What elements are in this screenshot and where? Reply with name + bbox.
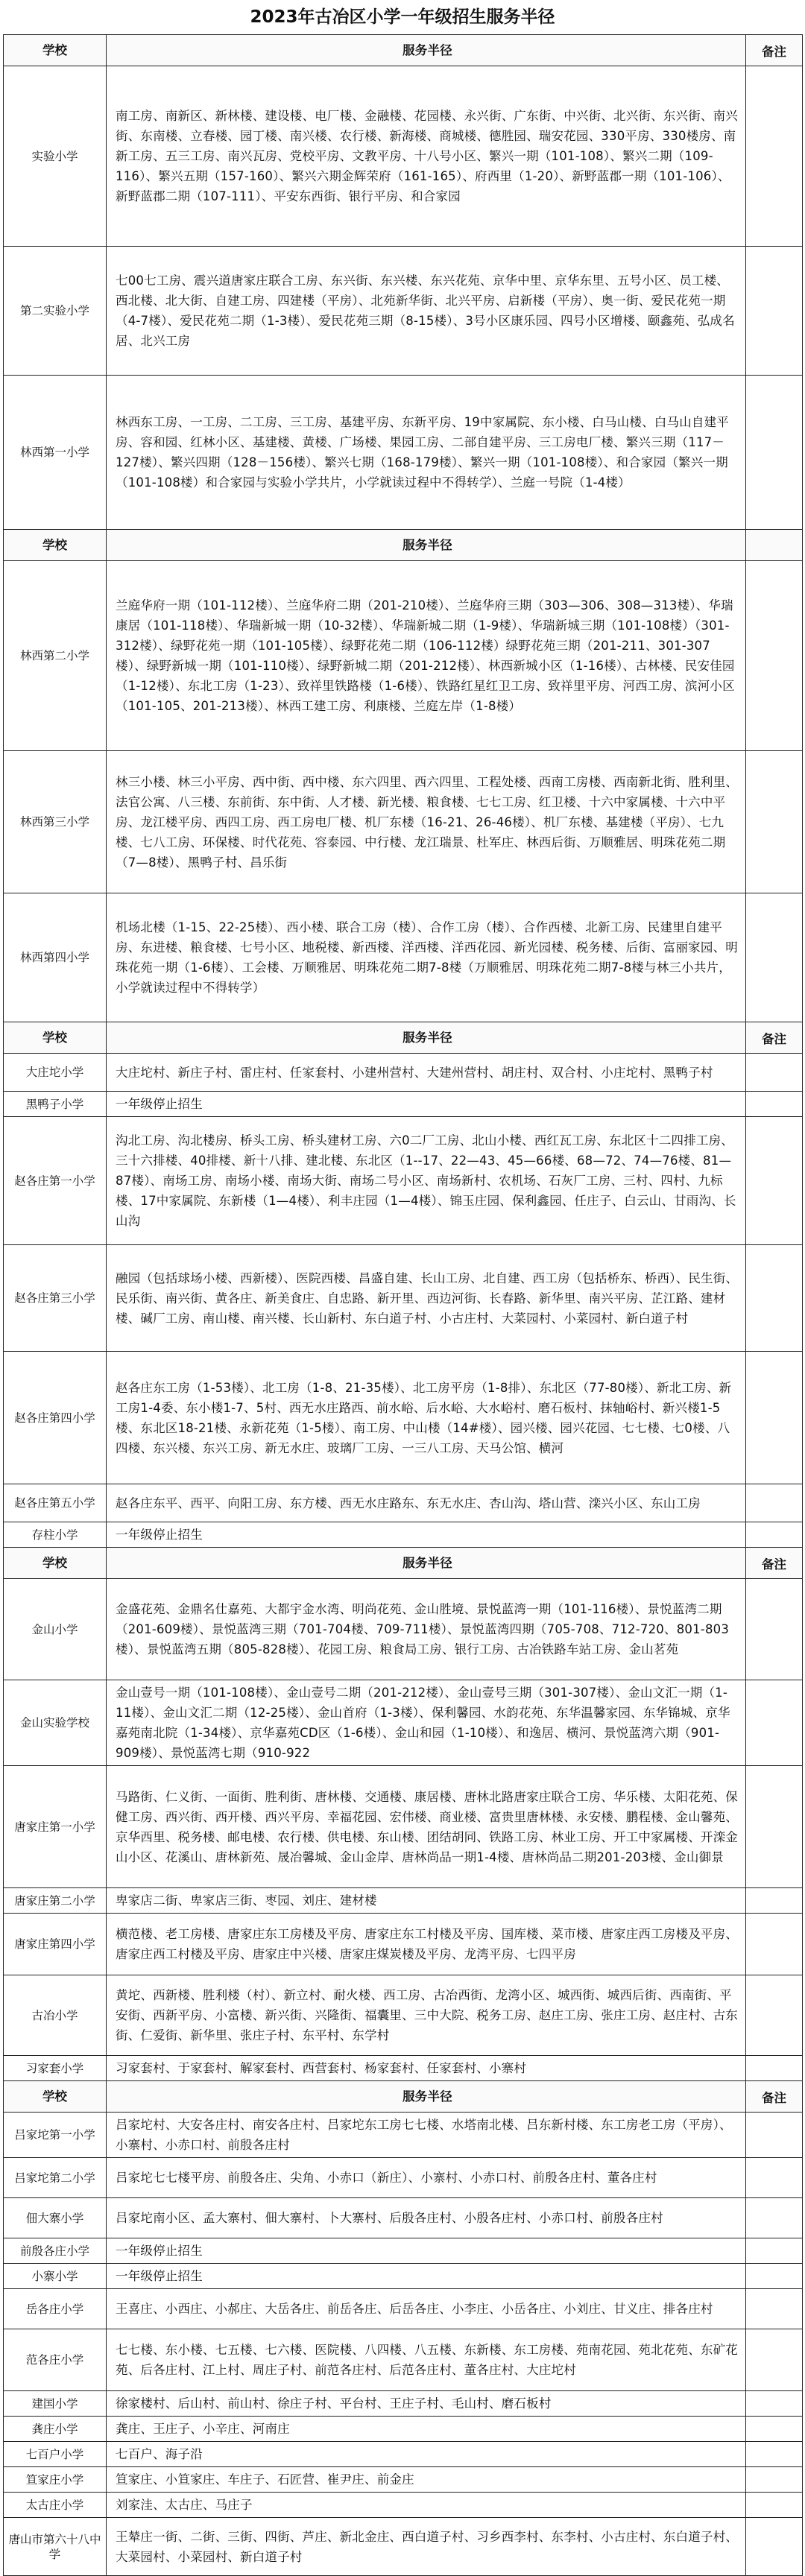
table-row (4, 2329, 803, 2391)
table-header-row (4, 1548, 803, 1579)
school-name: 太古庄小学 (4, 2493, 107, 2518)
note-cell (746, 2467, 803, 2493)
table-row (4, 1680, 803, 1766)
note-cell (746, 66, 803, 247)
header-note: 备注 (746, 1548, 803, 1579)
header-service: 服务半径 (107, 530, 746, 561)
school-name: 赵各庄第一小学 (4, 1117, 107, 1245)
service-area: 沟北工房、沟北楼房、桥头工房、桥头建材工房、六0二厂工房、北山小楼、西红瓦工房、东北区十二四排工房、三十六排楼、40排楼、新十八排、建北楼、东北区（1--17、22—43、45—66楼、68—72、74—76楼、81—87楼）、南场工房、南场小楼、南场大街、南场二号小区、南场新村、农机场、石灰厂工房、三村、四村、九标楼、17中家属院、东新楼（1—4楼）、利丰庄园（1—4楼）、锦玉庄园、保利鑫园、任庄子、白云山、甘雨沟、长山沟 (107, 1117, 746, 1245)
note-cell (746, 2113, 803, 2158)
note-cell (746, 1092, 803, 1117)
header-note: 备注 (746, 35, 803, 66)
note-cell (746, 2198, 803, 2238)
service-area: 一年级停止招生 (107, 1092, 746, 1117)
table-row (4, 1054, 803, 1092)
note-cell (746, 561, 803, 751)
service-area: 金山壹号一期（101-108楼）、金山壹号二期（201-212楼）、金山壹号三期（301-307楼）、金山文汇一期（1-11楼）、金山文汇二期（12-25楼）、金山首府（1-3楼）、保利馨园、水韵花苑、东华温馨家园、东华锦城、京华嘉苑南北院（1-34楼）、京华嘉苑CD区（1-6楼）、金山和园（1-10楼）、和逸居、横河、景悦蓝湾六期（901-909楼）、景悦蓝湾七期（910-922 (107, 1680, 746, 1766)
school-name: 黑鸭子小学 (4, 1092, 107, 1117)
school-name: 龚庄小学 (4, 2417, 107, 2442)
school-name: 古冶小学 (4, 1975, 107, 2056)
table-row (4, 1352, 803, 1484)
note-cell (746, 1352, 803, 1484)
header-service: 服务半径 (107, 1548, 746, 1579)
table-header-row (4, 2081, 803, 2113)
service-area: 林三小楼、林三小平房、西中街、西中楼、东六四里、西六四里、工程处楼、西南工房楼、西南新北街、胜利里、法官公寓、八三楼、东前街、东中街、人才楼、新光楼、粮食楼、七七工房、红卫楼、十六中家属楼、十六中平房、龙江楼平房、西四工房、西工房电厂楼、机厂东楼（16-21、26-46楼）、机厂东楼、基建楼（平房）、七九楼、七八工房、环保楼、时代花苑、容泰园、中行楼、龙江瑞景、杜军庄、林西后街、万顺雅居、明珠花苑二期（7—8楼）、黑鸭子村、昌乐街 (107, 751, 746, 893)
note-cell (746, 1975, 803, 2056)
table-row (4, 376, 803, 530)
note-cell (746, 1117, 803, 1245)
school-name: 吕家坨第二小学 (4, 2158, 107, 2198)
table-row (4, 2264, 803, 2289)
service-area: 吕家坨七七楼平房、前殷各庄、尖角、小赤口（新庄）、小寨村、小赤口村、前殷各庄村、董各庄村 (107, 2158, 746, 2198)
school-name: 金山实验学校 (4, 1680, 107, 1766)
school-name: 林西第三小学 (4, 751, 107, 893)
service-area: 一年级停止招生 (107, 2238, 746, 2264)
note-cell (746, 1054, 803, 1092)
note-cell (746, 1888, 803, 1914)
service-area: 融园（包括球场小楼、西新楼）、医院西楼、昌盛自建、长山工房、北自建、西工房（包括桥东、桥西）、民生街、民乐街、南兴街、黄各庄、新美食庄、自忠路、新开里、西边河街、长春路、新华里、南兴平房、芷江路、建材楼、碱厂工房、南山楼、南兴楼、长山新村、东白道子村、小古庄村、大菜园村、小菜园村、新白道子村 (107, 1245, 746, 1352)
service-area: 吕家坨南小区、孟大寨村、佃大寨村、卜大寨村、后殷各庄村、小殷各庄村、小赤口村、前殷各庄村 (107, 2198, 746, 2238)
header-note (746, 530, 803, 561)
table-row (4, 66, 803, 247)
service-area: 南工房、南新区、新林楼、建设楼、电厂楼、金融楼、花园楼、永兴街、广东街、中兴街、北兴街、东兴街、南兴街、东南楼、立春楼、园丁楼、南兴楼、农行楼、新海楼、商城楼、德胜园、瑞安花园、330平房、330楼房、南新工房、五三工房、南兴瓦房、党校平房、文教平房、十八号小区、繁兴一期（101-108）、繁兴二期（109-116）、繁兴五期（157-160）、繁兴六期金辉荣府（161-165）、府西里（1-20）、新野蓝郡一期（101-106）、新野蓝郡二期（107-111）、平安东西街、银行平房、和合家园 (107, 66, 746, 247)
table-row (4, 1888, 803, 1914)
school-name: 佃大寨小学 (4, 2198, 107, 2238)
table-header-row (4, 1022, 803, 1054)
school-name: 笪家庄小学 (4, 2467, 107, 2493)
school-name: 唐山市第六十八中学 (4, 2518, 107, 2576)
table-row (4, 2391, 803, 2417)
note-cell (746, 247, 803, 376)
note-cell (746, 2417, 803, 2442)
table-header-row (4, 530, 803, 561)
note-cell (746, 2391, 803, 2417)
note-cell (746, 1914, 803, 1975)
note-cell (746, 1579, 803, 1680)
table-row (4, 1766, 803, 1888)
service-area: 王喜庄、小西庄、小郝庄、大岳各庄、前岳各庄、后岳各庄、小李庄、小岳各庄、小刘庄、甘义庄、排各庄村 (107, 2289, 746, 2329)
note-cell (746, 2493, 803, 2518)
service-area: 兰庭华府一期（101-112楼）、兰庭华府二期（201-210楼）、兰庭华府三期（303—306、308—313楼）、华瑞康居（101-118楼）、华瑞新城一期（10-32楼）、华瑞新城二期（1-9楼）、华瑞新城三期（101-108楼）（301-312楼）、绿野花苑一期（101-105楼）、绿野花苑二期（106-112楼）绿野花苑三期（201-211、301-307楼）、绿野新城一期（101-110楼）、绿野新城二期（201-212楼）、林西新城小区（1-16楼）、古林楼、民安佳园（1-12楼）、东北工房（1-23）、致祥里铁路楼（1-6楼）、铁路红星红卫工房、致祥里平房、河西工房、滨河小区（101-105、201-213楼）、林西工建工房、利康楼、兰庭左岸（1-8楼） (107, 561, 746, 751)
service-area: 笪家庄、小笪家庄、车庄子、石匠营、崔尹庄、前金庄 (107, 2467, 746, 2493)
school-name: 吕家坨第一小学 (4, 2113, 107, 2158)
header-school: 学校 (4, 1022, 107, 1054)
note-cell (746, 1484, 803, 1522)
note-cell (746, 2158, 803, 2198)
service-area: 一年级停止招生 (107, 1522, 746, 1548)
table-row (4, 2467, 803, 2493)
note-cell (746, 1680, 803, 1766)
service-area: 王辇庄一街、二街、三街、四街、芦庄、新北金庄、西白道子村、习乡西李村、东李村、小古庄村、东白道子村、大菜园村、小菜园村、新白道子村 (107, 2518, 746, 2576)
service-area: 金盛花苑、金鼎名仕嘉苑、大都宇金水湾、明尚花苑、金山胜境、景悦蓝湾一期（101-116楼）、景悦蓝湾二期（201-609楼）、景悦蓝湾三期（701-704楼、709-711楼）、景悦蓝湾四期（705-708、712-720、801-803楼）、景悦蓝湾五期（805-828楼）、花园工房、粮食局工房、银行工房、古冶铁路车站工房、金山茗苑 (107, 1579, 746, 1680)
service-area: 龚庄、王庄子、小辛庄、河南庄 (107, 2417, 746, 2442)
table-row (4, 751, 803, 893)
service-area: 大庄坨村、新庄子村、雷庄村、任家套村、小建州营村、大建州营村、胡庄村、双合村、小庄坨村、黑鸭子村 (107, 1054, 746, 1092)
service-area: 机场北楼（1-15、22-25楼）、西小楼、联合工房（楼）、合作工房（楼）、合作西楼、北新工房、民建里自建平房、东进楼、粮食楼、七号小区、地税楼、新西楼、洋西楼、洋西花园、新光园楼、税务楼、后街、富丽家园、明珠花苑一期（1-6楼）、工会楼、万顺雅居、明珠花苑二期7-8楼（万顺雅居、明珠花苑二期7-8楼与林三小共片，小学就读过程中不得转学） (107, 893, 746, 1022)
table-row (4, 2158, 803, 2198)
note-cell (746, 2056, 803, 2081)
table-row (4, 2442, 803, 2467)
note-cell (746, 2518, 803, 2576)
service-area: 赵各庄东工房（1-53楼）、北工房（1-8、21-35楼）、北工房平房（1-8排）、东北区（77-80楼）、新北工房、新工房1-4委、东小楼1-7、5村、西无水庄路西、前水峪、后水峪、大水峪村、磨石板村、抹轴峪村、新兴楼1-5楼、东北区18-21楼、永新花苑（1-5楼）、南工房、中山楼（14#楼）、园兴楼、园兴花园、七七楼、七0楼、八四楼、东兴楼、东兴工房、新无水庄、玻璃厂工房、一三八工房、天马公馆、横河 (107, 1352, 746, 1484)
school-name: 林西第二小学 (4, 561, 107, 751)
school-name: 唐家庄第一小学 (4, 1766, 107, 1888)
service-area: 卑家店二街、卑家店三街、枣园、刘庄、建材楼 (107, 1888, 746, 1914)
school-name: 赵各庄第五小学 (4, 1484, 107, 1522)
header-service: 服务半径 (107, 2081, 746, 2113)
table-row (4, 2289, 803, 2329)
table-row (4, 1522, 803, 1548)
service-area: 赵各庄东平、西平、向阳工房、东方楼、西无水庄路东、东无水庄、杏山沟、塔山营、滦兴小区、东山工房 (107, 1484, 746, 1522)
school-name: 实验小学 (4, 66, 107, 247)
note-cell (746, 376, 803, 530)
note-cell (746, 2238, 803, 2264)
school-name: 七百户小学 (4, 2442, 107, 2467)
table-row (4, 1914, 803, 1975)
note-cell (746, 751, 803, 893)
service-area: 七百户、海子沿 (107, 2442, 746, 2467)
table-row (4, 2056, 803, 2081)
table-row (4, 1579, 803, 1680)
header-school: 学校 (4, 1548, 107, 1579)
header-service: 服务半径 (107, 35, 746, 66)
table-row (4, 2417, 803, 2442)
school-name: 赵各庄第三小学 (4, 1245, 107, 1352)
service-area: 七七楼、东小楼、七五楼、七六楼、医院楼、八四楼、八五楼、东新楼、东工房楼、苑南花园、苑北花苑、东矿花苑、后各庄村、江上村、周庄子村、前范各庄村、后范各庄村、董各庄村、大庄坨村 (107, 2329, 746, 2391)
note-cell (746, 1522, 803, 1548)
school-name: 林西第四小学 (4, 893, 107, 1022)
school-name: 林西第一小学 (4, 376, 107, 530)
school-name: 大庄坨小学 (4, 1054, 107, 1092)
table-row (4, 2493, 803, 2518)
note-cell (746, 1245, 803, 1352)
note-cell (746, 2329, 803, 2391)
table-row (4, 2198, 803, 2238)
header-school: 学校 (4, 2081, 107, 2113)
school-name: 岳各庄小学 (4, 2289, 107, 2329)
service-area: 横范楼、老工房楼、唐家庄东工房楼及平房、唐家庄东工村楼及平房、国库楼、菜市楼、唐家庄西工房楼及平房、唐家庄西工村楼及平房、唐家庄中兴楼、唐家庄煤炭楼及平房、龙湾平房、七四平房 (107, 1914, 746, 1975)
table-row (4, 2238, 803, 2264)
table-row (4, 893, 803, 1022)
header-school: 学校 (4, 35, 107, 66)
service-area: 林西东工房、一工房、二工房、三工房、基建平房、东新平房、19中家属院、东小楼、白马山楼、白马山自建平房、容和园、红林小区、基建楼、黄楼、广场楼、果园工房、二部自建平房、三工房电厂楼、繁兴三期（117－127楼）、繁兴四期（128－156楼）、繁兴七期（168-179楼）、繁兴一期（101-108楼）、和合家园（繁兴一期（101-108楼）和合家园与实验小学共片，小学就读过程中不得转学）、兰庭一号院（1-4楼） (107, 376, 746, 530)
header-service: 服务半径 (107, 1022, 746, 1054)
service-area: 徐家楼村、后山村、前山村、徐庄子村、平台村、王庄子村、毛山村、磨石板村 (107, 2391, 746, 2417)
table-row (4, 247, 803, 376)
school-name: 小寨小学 (4, 2264, 107, 2289)
school-name: 赵各庄第四小学 (4, 1352, 107, 1484)
service-area: 吕家坨村、大安各庄村、南安各庄村、吕家坨东工房七七楼、水塔南北楼、吕东新村楼、东工房老工房（平房）、小寨村、小赤口村、前殷各庄村 (107, 2113, 746, 2158)
school-name: 存柱小学 (4, 1522, 107, 1548)
table-row (4, 2113, 803, 2158)
note-cell (746, 2442, 803, 2467)
header-note: 备注 (746, 1022, 803, 1054)
table-row (4, 1117, 803, 1245)
school-name: 习家套小学 (4, 2056, 107, 2081)
note-cell (746, 2289, 803, 2329)
service-area: 刘家洼、太古庄、马庄子 (107, 2493, 746, 2518)
service-area: 习家套村、于家套村、解家套村、西营套村、杨家套村、任家套村、小寨村 (107, 2056, 746, 2081)
table-row (4, 2518, 803, 2576)
service-area: 七00七工房、震兴道唐家庄联合工房、东兴街、东兴楼、东兴花苑、京华中里、京华东里、五号小区、员工楼、西北楼、北大街、自建工房、四建楼（平房）、北苑新华街、北兴平房、启新楼（平房）、奥一街、爱民花苑一期（4-7楼）、爱民花苑二期（1-3楼）、爱民花苑三期（8-15楼）、3号小区康乐园、四号小区增楼、颐鑫苑、弘成名居、北兴工房 (107, 247, 746, 376)
table-row (4, 1245, 803, 1352)
table-row (4, 561, 803, 751)
school-name: 唐家庄第四小学 (4, 1914, 107, 1975)
school-name: 前殷各庄小学 (4, 2238, 107, 2264)
school-name: 第二实验小学 (4, 247, 107, 376)
header-note: 备注 (746, 2081, 803, 2113)
school-name: 唐家庄第二小学 (4, 1888, 107, 1914)
table-row (4, 1092, 803, 1117)
table-row (4, 1484, 803, 1522)
service-area: 黄坨、西新楼、胜利楼（村）、新立村、耐火楼、西工房、古冶西街、龙湾小区、城西街、城西后街、西南街、平安街、西新平房、小富楼、新兴街、兴隆街、福囊里、三中大院、税务工房、赵庄工房、张庄工房、赵庄村、古东街、仁爱街、新华里、张庄子村、东平村、东学村 (107, 1975, 746, 2056)
school-name: 建国小学 (4, 2391, 107, 2417)
enrollment-table (3, 34, 803, 2576)
service-area: 一年级停止招生 (107, 2264, 746, 2289)
school-name: 范各庄小学 (4, 2329, 107, 2391)
header-school: 学校 (4, 530, 107, 561)
note-cell (746, 2264, 803, 2289)
note-cell (746, 1766, 803, 1888)
service-area: 马路街、仁义街、一面街、胜利街、唐林楼、交通楼、康居楼、唐林北路唐家庄联合工房、华乐楼、太阳花苑、保健工房、西兴街、西开楼、西兴平房、幸福花园、宏伟楼、商业楼、富贵里唐林楼、永安楼、鹏程楼、金山馨苑、京华西里、税务楼、邮电楼、农行楼、供电楼、东山楼、团结胡同、铁路工房、林业工房、开工中家属楼、开滦金山小区、花溪山、唐林新苑、晟冶馨城、金山金岸、唐林尚品一期1-4楼、唐林尚品二期201-203楼、金山御景 (107, 1766, 746, 1888)
note-cell (746, 893, 803, 1022)
document-title: 2023年古冶区小学一年级招生服务半径 (250, 7, 555, 27)
table-header-row (4, 35, 803, 66)
school-name: 金山小学 (4, 1579, 107, 1680)
table-row (4, 1975, 803, 2056)
